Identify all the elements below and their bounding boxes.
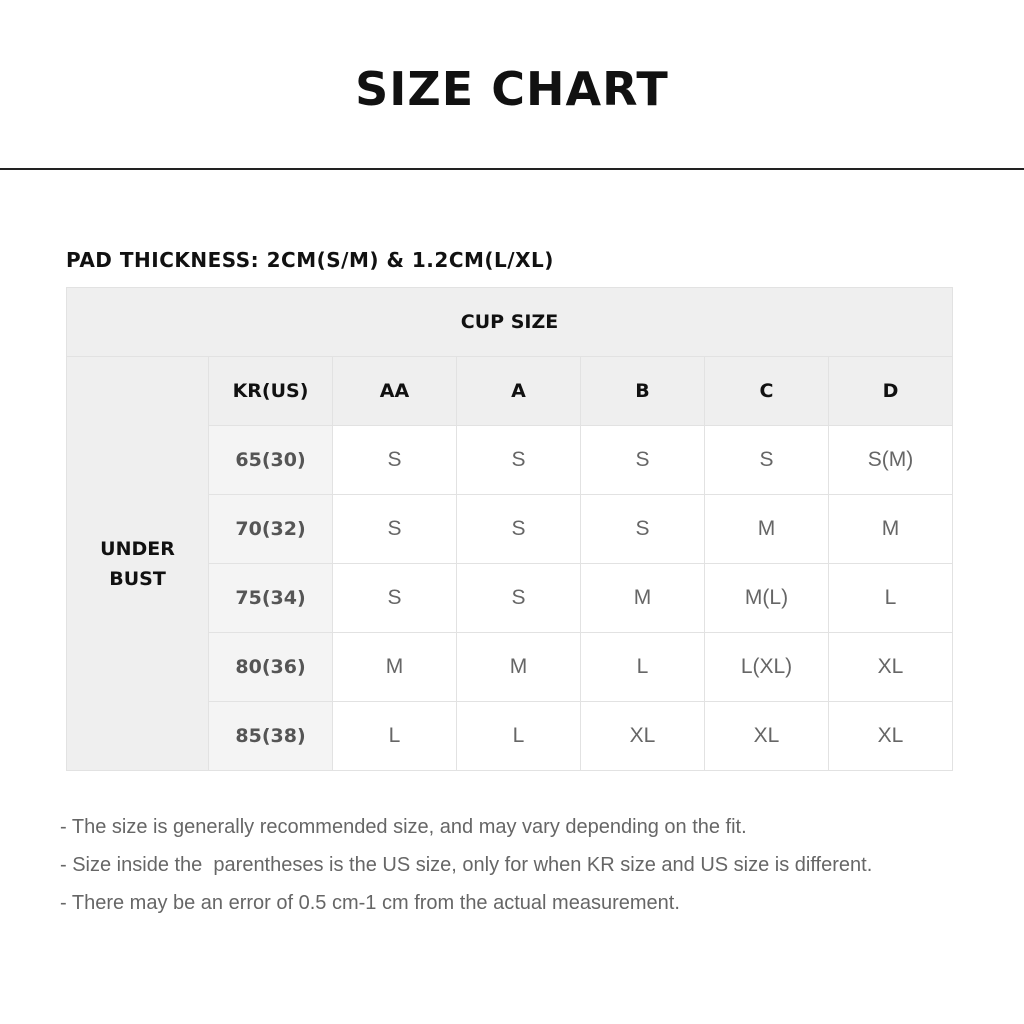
- cup-size-header: CUP SIZE: [67, 288, 953, 357]
- size-cell: XL: [581, 702, 705, 771]
- size-cell: S: [333, 426, 457, 495]
- size-cell: XL: [829, 702, 953, 771]
- size-cell: S: [333, 564, 457, 633]
- size-cell: M: [457, 633, 581, 702]
- size-cell: XL: [705, 702, 829, 771]
- size-cell: M: [581, 564, 705, 633]
- size-cell: L: [829, 564, 953, 633]
- size-cell: S: [705, 426, 829, 495]
- size-cell: M: [829, 495, 953, 564]
- header-divider: [0, 168, 1024, 170]
- band-size: 70(32): [209, 495, 333, 564]
- size-chart-table: [66, 287, 953, 771]
- cup-header-aa: AA: [333, 357, 457, 426]
- size-cell: M: [333, 633, 457, 702]
- pad-thickness-label: PAD THICKNESS: 2CM(S/M) & 1.2CM(L/XL): [66, 248, 554, 272]
- cup-header-a: A: [457, 357, 581, 426]
- size-cell: XL: [829, 633, 953, 702]
- size-cell: S(M): [829, 426, 953, 495]
- notes-list: [60, 808, 872, 922]
- cup-header-c: C: [705, 357, 829, 426]
- size-cell: S: [457, 564, 581, 633]
- size-cell: L: [457, 702, 581, 771]
- note-measurement-error: - There may be an error of 0.5 cm-1 cm from the actual measurement.: [60, 892, 680, 914]
- size-cell: L(XL): [705, 633, 829, 702]
- size-cell: S: [581, 426, 705, 495]
- size-cell: L: [333, 702, 457, 771]
- under-bust-label: [67, 357, 209, 771]
- band-size: 65(30): [209, 426, 333, 495]
- under-bust-line2: BUST: [109, 567, 166, 590]
- size-cell: S: [457, 495, 581, 564]
- size-cell: M: [705, 495, 829, 564]
- page-title: SIZE CHART: [355, 62, 669, 116]
- size-cell: L: [581, 633, 705, 702]
- size-cell: S: [457, 426, 581, 495]
- cup-header-b: B: [581, 357, 705, 426]
- under-bust-line1: UNDER: [100, 537, 175, 560]
- note-fit: - The size is generally recommended size, and may vary depending on the fit.: [60, 816, 747, 838]
- band-size: 75(34): [209, 564, 333, 633]
- band-size: 80(36): [209, 633, 333, 702]
- note-us-size: - Size inside the parentheses is the US size, only for when KR size and US size is different.: [60, 854, 873, 876]
- size-cell: M(L): [705, 564, 829, 633]
- size-cell: S: [333, 495, 457, 564]
- band-size: 85(38): [209, 702, 333, 771]
- kr-us-header: KR(US): [209, 357, 333, 426]
- size-cell: S: [581, 495, 705, 564]
- cup-header-d: D: [829, 357, 953, 426]
